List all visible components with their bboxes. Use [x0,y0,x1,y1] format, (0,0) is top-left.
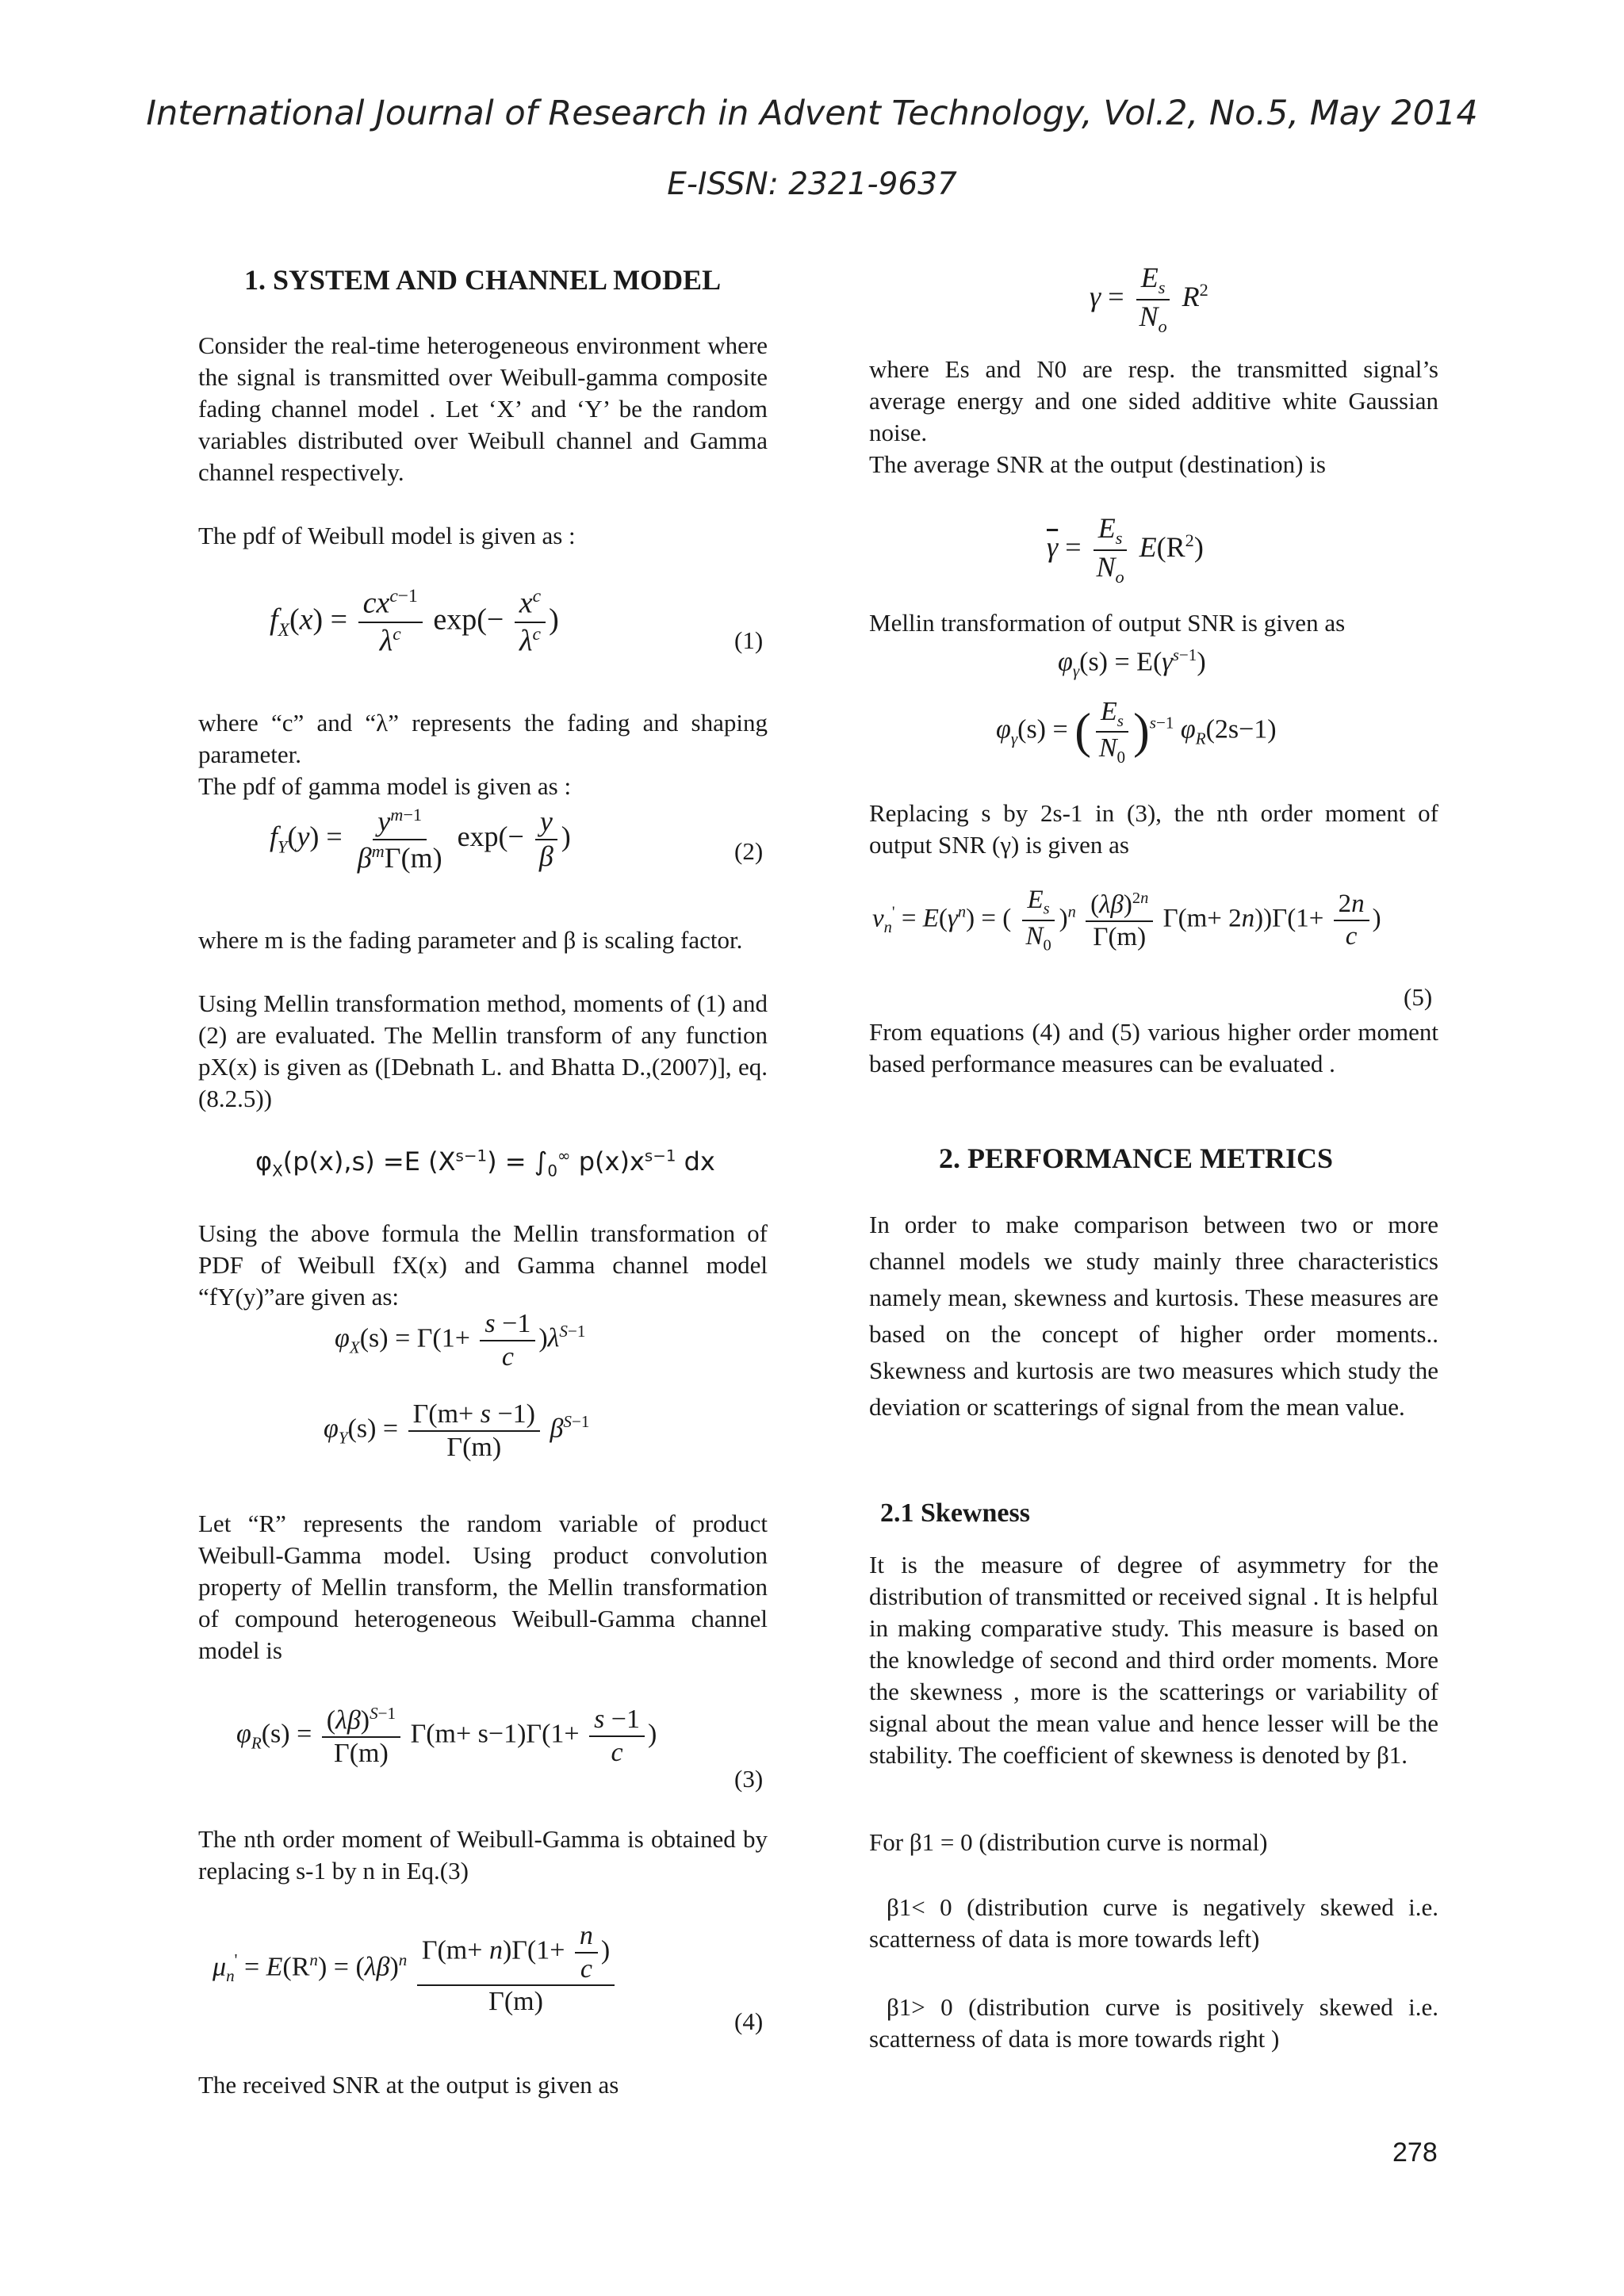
mellin-snr-equation-2: $\varphi_\gamma(s)$ = ( $\frac{E_s}{N_0}$ )$^{s-1}$ $\varphi_R(2s-1)$ [996,697,1277,767]
equation-2-number: (2) [734,837,764,865]
intro-paragraph: Consider the real-time heterogeneous environment where the signal is transmitted over Weibull-gamma composite fading channel model . Let ‘X’ and ‘Y’ be the random variables distributed over Weibull channel and Gamma channel respectively. [198,331,768,486]
equation-1: $f_X(x)$ = $\frac{cx^{c-1}}{\lambda^c}$ exp(− $\frac{x^c}{\lambda^c}$ ) [270,586,559,658]
equation-4-number: (4) [734,2007,764,2035]
mellin-snr-intro: Mellin transformation of output SNR is given as [869,609,1346,637]
equation-2: $f_Y(y)$ = $\frac{y^{m-1}}{\beta^m\Gamma(m)}$ exp(− $\frac{y}{\beta}$ ) [270,805,571,874]
section-1-title: 1. SYSTEM AND CHANNEL MODEL [244,264,722,296]
product-model-text: Let “R” represents the random variable of product Weibull-Gamma model. Using product convolution property of Mellin transform, the Mellin transformation of compound heterogeneous Weibull-Gamma channel model is [198,1510,768,1664]
gamma-pdf-intro: The pdf of gamma model is given as : [198,772,572,800]
equation-5: $\nu_n' = E(\gamma^n)$ = ( $\frac{E_s}{N_0}$ )$^n$ $\frac{(\lambda\beta)^{2n}}{\Gamma(m)}$ Γ(m+ 2n))Γ(1+ $\frac{2n}{c}$ ) [872,886,1381,955]
weibull-parameter-text: where “c” and “λ” represents the fading and shaping parameter. [198,709,768,768]
beta-positive-text: β1> 0 (distribution curve is positively skewed i.e. scatterness of data is more towards right ) [869,1993,1438,2053]
skewness-subsection-title: 2.1 Skewness [880,1498,1030,1528]
page-number: 278 [1392,2137,1438,2168]
average-snr-equation: $\overline{\gamma}$ = $\frac{E_s}{N_o}$ $E(R^2)$ [1047,512,1204,587]
mellin-weibull-gamma-text: Using the above formula the Mellin transformation of PDF of Weibull fX(x) and Gamma channel model “fY(y)”are given as: [198,1219,768,1311]
beta-negative-text: β1< 0 (distribution curve is negatively skewed i.e. scatterness of data is more towards left) [869,1893,1438,1953]
gamma-parameter-text: where m is the fading parameter and β is scaling factor. [198,926,743,954]
issn-header: E-ISSN: 2321-9637 [667,166,957,202]
received-snr-text: The received SNR at the output is given as [198,2071,619,2099]
mellin-snr-equation-1: $\varphi_\gamma(s) = E(\gamma^{s-1})$ [1058,645,1206,681]
skewness-text: It is the measure of degree of asymmetry for the distribution of transmitted or received signal . It is helpful in making comparative study. This measure is based on the knowledge of second and third order moments. More the skewness , more is the scatterings or variability of signal about the mean value and hence lesser will be the stability. The coefficient of skewness is denoted by β1. [869,1551,1439,1769]
equation-4: $\mu_n' = E(R^n) = (\lambda\beta)^n$ Γ(m+ n)Γ(1+ $\frac{n}{c}$ ) Γ(m) [213,1922,618,2016]
snr-equation: γ = $\frac{E_s}{N_o}$ $R^2$ [1090,262,1208,336]
mellin-definition-equation: $\varphi_X(p(x),s) =E$ $(X^{s-1}) = \int_0^\infty$ $p(x)x^{s-1}$ dx [255,1146,715,1181]
equation-3-number: (3) [734,1765,764,1793]
beta-zero-text: For β1 = 0 (distribution curve is normal) [869,1828,1268,1856]
replacing-text: Replacing s by 2s-1 in (3), the nth order moment of output SNR (γ) is given as [869,799,1438,859]
mellin-weibull-equation: $\varphi_X(s) = \Gamma(1+$ $\frac{s -1}{c}$ )$\lambda^{S-1}$ [335,1309,586,1372]
equation-3: $\varphi_R(s)$ = $\frac{(\lambda\beta)^{S-1}}{\Gamma(m)}$ Γ(m+ s−1)Γ(1+ $\frac{s -1}{c}$ ) [236,1704,657,1769]
journal-header: International Journal of Research in Advent Technology, Vol.2, No.5, May 2014 [146,94,1478,133]
higher-order-text: From equations (4) and (5) various higher order moment based performance measures can be evaluated . [869,1018,1438,1077]
nth-moment-text: The nth order moment of Weibull-Gamma is obtained by replacing s-1 by n in Eq.(3) [198,1825,768,1885]
weibull-pdf-intro: The pdf of Weibull model is given as : [198,522,576,549]
equation-5-number: (5) [1404,983,1433,1011]
section-2-title: 2. PERFORMANCE METRICS [939,1142,1334,1174]
performance-metrics-text: In order to make comparison between two or more channel models we study mainly three characteristics namely mean, skewness and kurtosis. These measures are based on the concept of higher order moments.. Skewness and kurtosis are two measures which study the deviation or scatterings of signal from the mean value. [869,1211,1438,1421]
snr-parameter-text: where Es and N0 are resp. the transmitted signal’s average energy and one sided additive white Gaussian noise. [869,355,1438,446]
average-snr-intro: The average SNR at the output (destination) is [869,450,1326,478]
equation-1-number: (1) [734,626,764,654]
mellin-gamma-equation: $\varphi_Y(s)$ = $\frac{\Gamma(m+ s -1)}{\Gamma(m)}$ $\beta^{S-1}$ [324,1399,590,1462]
mellin-intro-text: Using Mellin transformation method, moments of (1) and (2) are evaluated. The Mellin transform of any function pX(x) is given as ([Debnath L. and Bhatta D.,(2007)], eq. (8.2.5)) [198,989,768,1112]
